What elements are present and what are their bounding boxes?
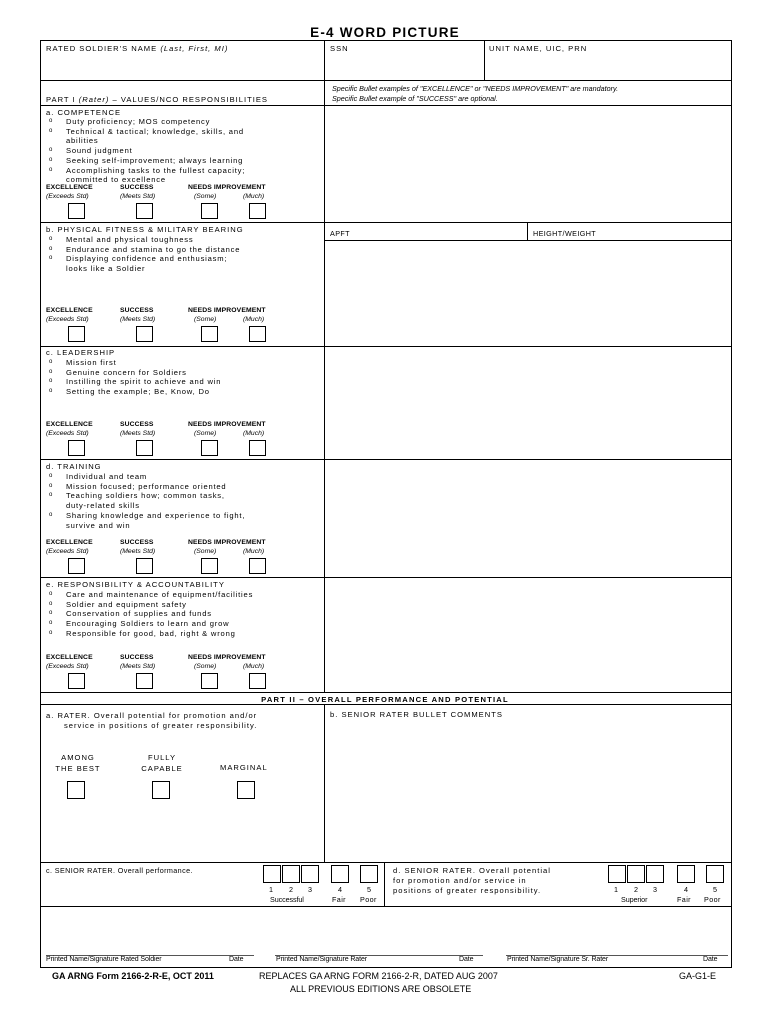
excellence-checkbox[interactable] [68, 673, 85, 689]
rated-name-field[interactable] [41, 54, 323, 79]
rater-signature-label: Printed Name/Signature Rater [276, 956, 367, 963]
needs-improvement-much-checkbox[interactable] [249, 440, 266, 456]
list-item: o Accomplishing tasks to the fullest capacity; committed to excellence [43, 166, 245, 185]
list-item: o Mental and physical toughness [43, 235, 240, 245]
needs-improvement-some-checkbox[interactable] [201, 203, 218, 219]
excellence-checkbox[interactable] [68, 558, 85, 574]
rated-date-label: Date [229, 956, 244, 963]
rated-signature-label: Printed Name/Signature Rated Soldier [46, 956, 162, 963]
section-c-rating: EXCELLENCE SUCCESS NEEDS IMPROVEMENT (Exceeds Std) (Meets Std) (Some) (Much) [46, 421, 306, 457]
among-the-best-checkbox[interactable] [67, 781, 85, 799]
part1-note-2: Specific Bullet example of "SUCCESS" are optional. [332, 94, 498, 103]
section-d-title: d. TRAINING [46, 462, 102, 471]
section-b-bullets [43, 235, 240, 274]
scale-2-label: 2 [289, 885, 294, 894]
section-a-bullets [43, 117, 245, 185]
list-item: o Conservation of supplies and funds [43, 609, 253, 619]
list-item: o Seeking self-improvement; always learning [43, 156, 245, 166]
section-b-comments[interactable] [325, 241, 731, 345]
potential-1-checkbox[interactable] [608, 865, 626, 883]
list-item: o Endurance and stamina to go the distance [43, 245, 240, 255]
success-checkbox[interactable] [136, 203, 153, 219]
section-e-title: e. RESPONSIBILITY & ACCOUNTABILITY [46, 580, 225, 589]
list-item: o Technical & tactical; knowledge, skills, and abilities [43, 127, 245, 146]
height-weight-label: HEIGHT/WEIGHT [533, 229, 597, 238]
unit-field[interactable] [485, 54, 731, 79]
marginal-checkbox[interactable] [237, 781, 255, 799]
success-checkbox[interactable] [136, 326, 153, 342]
needs-improvement-much-checkbox[interactable] [249, 203, 266, 219]
section-c-comments[interactable] [325, 347, 731, 458]
excellence-checkbox[interactable] [68, 440, 85, 456]
scale-1-label: 1 [269, 885, 274, 894]
marginal-label: MARGINAL [220, 763, 268, 772]
unit-label: UNIT NAME, UIC, PRN [489, 44, 588, 53]
form-title: E-4 WORD PICTURE [310, 25, 460, 40]
list-item: o Mission focused; performance oriented [43, 482, 245, 492]
scale-2-label: 2 [634, 885, 639, 894]
scale-3-label: 3 [308, 885, 313, 894]
rater-potential-line1: a. RATER. Overall potential for promotion and/or [46, 711, 258, 720]
among-the-best-label: AMONG THE BEST [55, 753, 101, 773]
needs-improvement-much-checkbox[interactable] [249, 673, 266, 689]
fully-capable-label: FULLY CAPABLE [141, 753, 183, 773]
potential-5-checkbox[interactable] [706, 865, 724, 883]
apft-label: APFT [330, 229, 350, 238]
scale-5-label: 5 [713, 885, 718, 894]
senior-rater-comments-label: b. SENIOR RATER BULLET COMMENTS [330, 710, 503, 719]
excellence-checkbox[interactable] [68, 326, 85, 342]
poor-label: Poor [360, 895, 377, 904]
potential-2-checkbox[interactable] [627, 865, 645, 883]
form-id: GA ARNG Form 2166-2-R-E, OCT 2011 [52, 971, 214, 981]
section-e-bullets [43, 590, 253, 639]
section-d-bullets [43, 472, 245, 530]
needs-improvement-some-checkbox[interactable] [201, 673, 218, 689]
list-item: o Sound judgment [43, 146, 245, 156]
success-checkbox[interactable] [136, 440, 153, 456]
needs-improvement-some-checkbox[interactable] [201, 558, 218, 574]
scale-4-label: 4 [338, 885, 343, 894]
senior-rater-comments-field[interactable] [325, 720, 731, 861]
part2-title: PART II – OVERALL PERFORMANCE AND POTENTIAL [261, 695, 509, 704]
performance-4-checkbox[interactable] [331, 865, 349, 883]
fully-capable-checkbox[interactable] [152, 781, 170, 799]
scale-5-label: 5 [367, 885, 372, 894]
needs-improvement-much-checkbox[interactable] [249, 326, 266, 342]
senior-rater-potential-line1: d. SENIOR RATER. Overall potential [393, 866, 551, 875]
fair-label: Fair [332, 895, 346, 904]
replaces-note: REPLACES GA ARNG FORM 2166-2-R, DATED AUG 2007 [259, 971, 498, 981]
rater-potential-line2: service in positions of greater responsibility. [64, 721, 258, 730]
list-item: o Responsible for good, bad, right & wrong [43, 629, 253, 639]
success-checkbox[interactable] [136, 673, 153, 689]
section-d-comments[interactable] [325, 460, 731, 576]
ssn-label: SSN [330, 44, 349, 53]
list-item: o Mission first [43, 358, 221, 368]
senior-rater-potential-line3: positions of greater responsibility. [393, 886, 542, 895]
needs-improvement-much-checkbox[interactable] [249, 558, 266, 574]
list-item: o Displaying confidence and enthusiasm; looks like a Soldier [43, 254, 240, 273]
needs-improvement-some-checkbox[interactable] [201, 440, 218, 456]
obsolete-note: ALL PREVIOUS EDITIONS ARE OBSOLETE [290, 984, 472, 994]
section-a-title: a. COMPETENCE [46, 108, 122, 117]
needs-improvement-some-checkbox[interactable] [201, 326, 218, 342]
sr-rater-date-label: Date [703, 956, 718, 963]
scale-1-label: 1 [614, 885, 619, 894]
performance-1-checkbox[interactable] [263, 865, 281, 883]
section-e-comments[interactable] [325, 578, 731, 691]
section-b-rating: EXCELLENCE SUCCESS NEEDS IMPROVEMENT (Exceeds Std) (Meets Std) (Some) (Much) [46, 307, 306, 343]
potential-3-checkbox[interactable] [646, 865, 664, 883]
list-item: o Soldier and equipment safety [43, 600, 253, 610]
section-c-title: c. LEADERSHIP [46, 348, 116, 357]
form-code: GA-G1-E [679, 971, 717, 981]
list-item: o Genuine concern for Soldiers [43, 368, 221, 378]
section-a-comments[interactable] [325, 106, 731, 221]
apft-field[interactable] [352, 223, 526, 239]
list-item: o Teaching soldiers how; common tasks, duty-related skills [43, 491, 245, 510]
senior-rater-potential-line2: for promotion and/or service in [393, 876, 527, 885]
list-item: o Care and maintenance of equipment/facilities [43, 590, 253, 600]
list-item: o Encouraging Soldiers to learn and grow [43, 619, 253, 629]
performance-3-checkbox[interactable] [301, 865, 319, 883]
list-item: o Instilling the spirit to achieve and win [43, 377, 221, 387]
excellence-checkbox[interactable] [68, 203, 85, 219]
rater-date-label: Date [459, 956, 474, 963]
section-d-rating: EXCELLENCE SUCCESS NEEDS IMPROVEMENT (Exceeds Std) (Meets Std) (Some) (Much) [46, 539, 306, 575]
fair-label: Fair [677, 895, 691, 904]
sr-rater-signature-label: Printed Name/Signature Sr. Rater [507, 956, 609, 963]
potential-4-checkbox[interactable] [677, 865, 695, 883]
success-checkbox[interactable] [136, 558, 153, 574]
senior-rater-performance-label: c. SENIOR RATER. Overall performance. [46, 866, 193, 875]
section-e-rating: EXCELLENCE SUCCESS NEEDS IMPROVEMENT (Exceeds Std) (Meets Std) (Some) (Much) [46, 654, 306, 690]
scale-3-label: 3 [653, 885, 658, 894]
scale-4-label: 4 [684, 885, 689, 894]
performance-5-checkbox[interactable] [360, 865, 378, 883]
section-a-rating: EXCELLENCE SUCCESS NEEDS IMPROVEMENT (Exceeds Std) (Meets Std) (Some) (Much) [46, 184, 306, 220]
performance-2-checkbox[interactable] [282, 865, 300, 883]
part1-label: PART I (Rater) – VALUES/NCO RESPONSIBILITIES [46, 95, 268, 104]
superior-label: Superior [621, 895, 648, 904]
list-item: o Sharing knowledge and experience to fight, survive and win [43, 511, 245, 530]
successful-label: Successful [270, 895, 304, 904]
height-weight-field[interactable] [610, 223, 731, 239]
list-item: o Setting the example; Be, Know, Do [43, 387, 221, 397]
part1-note-1: Specific Bullet examples of "EXCELLENCE" or "NEEDS IMPROVEMENT" are mandatory. [332, 84, 619, 93]
ssn-field[interactable] [325, 54, 483, 79]
list-item: o Individual and team [43, 472, 245, 482]
section-c-bullets [43, 358, 221, 397]
section-b-title: b. PHYSICAL FITNESS & MILITARY BEARING [46, 225, 244, 234]
poor-label: Poor [704, 895, 721, 904]
rated-name-label: RATED SOLDIER'S NAME (Last, First, MI) [46, 44, 229, 53]
list-item: o Duty proficiency; MOS competency [43, 117, 245, 127]
